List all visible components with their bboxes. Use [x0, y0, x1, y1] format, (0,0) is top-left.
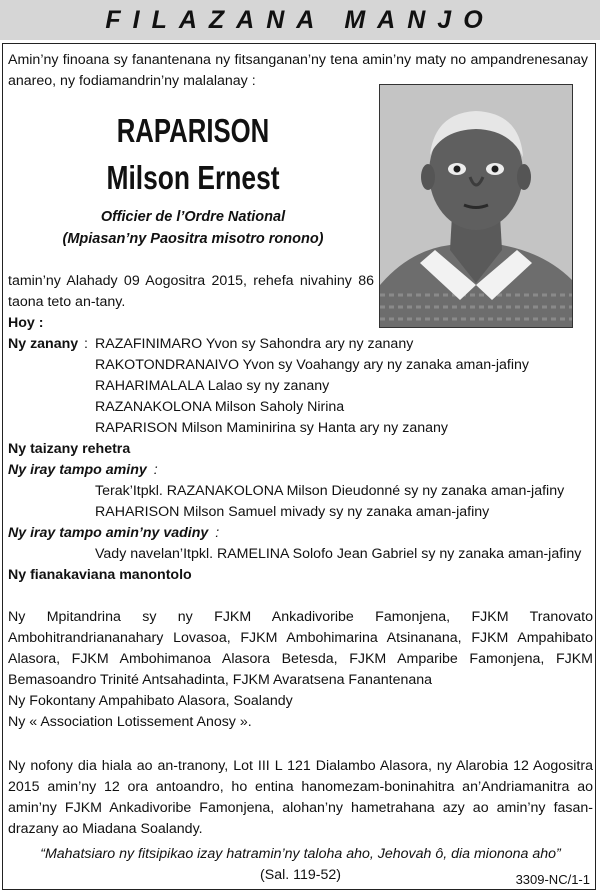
death-notice: tamin’ny Alahady 09 Aogositra 2015, rehefa nivahiny 86 taona teto an-tany. — [8, 273, 374, 310]
deceased-surname: RAPARISON — [116, 112, 270, 149]
deceased-title-2: (Mpiasan’ny Paositra misotro ronono) — [62, 231, 324, 247]
portrait-photo — [379, 84, 573, 328]
list-item: RAPARISON Milson Maminirina sy Hanta ary ny zanany — [95, 420, 448, 436]
reference-code: 3309-NC/1-1 — [515, 872, 590, 887]
spouse-siblings-label: Ny iray tampo amin’ny vadiny — [8, 525, 209, 541]
siblings-label: Ny iray tampo aminy — [8, 462, 147, 478]
siblings-heading — [8, 460, 158, 481]
list-item: RAKOTONDRANAIVO Yvon sy Voahangy ary ny zanaka aman-jafiny — [95, 357, 529, 373]
bible-quote: “Mahatsiaro ny fitsipikao izay hatramin’ny taloha aho, Jehovah ô, dia mionona aho” — [40, 846, 561, 862]
psalm-reference: (Sal. 119-52) — [260, 867, 341, 883]
association-line: Ny « Association Lotissement Anosy ». — [8, 714, 252, 730]
siblings-list — [95, 481, 595, 523]
list-item: RAHARIMALALA Lalao sy ny zanany — [95, 378, 330, 394]
spouse-siblings-list — [95, 544, 595, 565]
header-banner: FILAZANA MANJO — [0, 0, 600, 40]
portrait-icon — [380, 85, 572, 327]
spouse-siblings-colon: : — [215, 525, 220, 541]
children-colon: : — [84, 336, 88, 352]
list-item: RAZAFINIMARO Yvon sy Sahondra ary ny zanany — [95, 336, 414, 352]
children-list — [95, 334, 595, 439]
hoy-label: Hoy : — [8, 315, 44, 331]
pastors-churches: Ny Mpitandrina sy ny FJKM Ankadivoribe Famonjena, FJKM Tranovato Ambohitrandriananahary Lovasoa, FJKM Ambohimarina Atsinanana, FJKM Ampahibato Alasora, FJKM Ambohimanoa Alasora Betesda, FJKM Amparibe Famonjena, FJKM Bemasoandro Trinité Antsahadinta, FJKM Avaratsena Fanantenana — [8, 609, 593, 688]
deceased-given-names: Milson Ernest — [106, 159, 280, 196]
deceased-title-1: Officier de l’Ordre National — [100, 209, 286, 225]
funeral-details: Ny nofony dia hiala ao an-tranony, Lot III L 121 Dialambo Alasora, ny Alarobia 12 Aogositra 2015 amin’ny 12 ora antoandro, ho entina hanomezam-boninahitra an’Andriamanitra ao amin’ny FJKM Ankadivoribe Famonjena, alohan’ny hametrahana azy ao amin’ny fasan-drazany ao Miadana Soalandy. — [8, 758, 593, 837]
list-item: RAZANAKOLONA Milson Saholy Nirina — [95, 399, 345, 415]
siblings-colon: : — [153, 462, 158, 478]
children-label: Ny zanany — [8, 336, 79, 352]
whole-family-label: Ny fianakaviana manontolo — [8, 567, 192, 583]
list-item: Vady navelan’Itpkl. RAMELINA Solofo Jean Gabriel sy ny zanaka aman-jafiny — [95, 546, 582, 562]
fokontany-line: Ny Fokontany Ampahibato Alasora, Soalandy — [8, 693, 293, 709]
spouse-siblings-heading — [8, 523, 219, 544]
grandchildren-label: Ny taizany rehetra — [8, 441, 131, 457]
list-item: Terak’Itpkl. RAZANAKOLONA Milson Dieudonné sy ny zanaka aman-jafiny — [95, 483, 565, 499]
list-item: RAHARISON Milson Samuel mivady sy ny zanaka aman-jafiny — [95, 504, 490, 520]
intro-text: Amin’ny finoana sy fanantenana ny fitsanganan’ny tena amin’ny maty no ampandrenesanay anareo, ny fodiamandrin’ny malalanay : — [8, 52, 588, 89]
